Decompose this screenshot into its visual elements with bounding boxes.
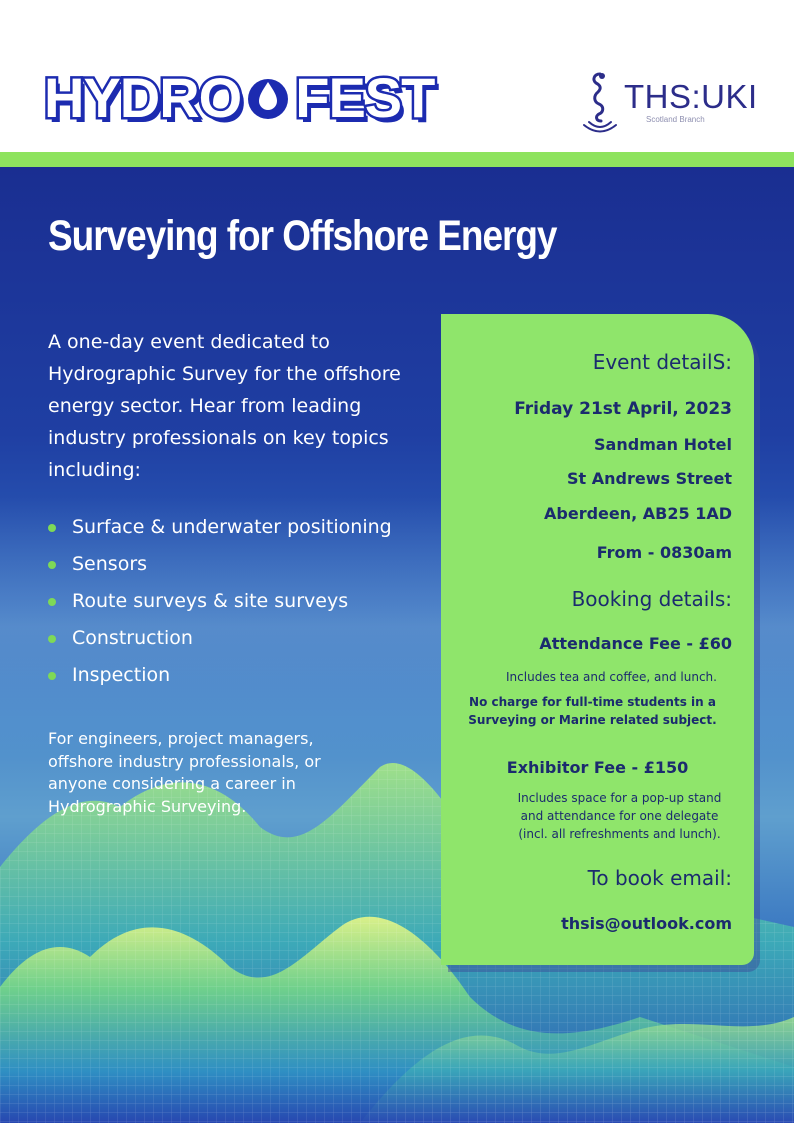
topic-label: Construction — [72, 627, 193, 649]
sonar-waves-icon — [589, 122, 611, 127]
hydrofest-logo-left: HYDRO — [44, 66, 242, 129]
hydrofest-logo-right: FEST — [295, 66, 435, 129]
exhibitor-note-line-2: and attendance for one delegate — [520, 809, 719, 823]
student-note-line-1: No charge for full-time students in a — [469, 695, 716, 709]
student-note-line-2: Surveying or Marine related subject. — [468, 713, 717, 727]
exhibitor-note-line-1: Includes space for a pop-up stand — [517, 791, 722, 805]
list-item — [48, 587, 392, 624]
topic-label: Inspection — [72, 664, 171, 686]
attendance-note: Includes tea and coffee, and lunch. — [506, 670, 717, 684]
hydrofest-logo — [44, 66, 435, 129]
event-time: From - 0830am — [596, 543, 732, 562]
header — [0, 0, 794, 152]
exhibitor-fee: Exhibitor Fee - £150 — [506, 758, 689, 777]
list-item — [48, 661, 392, 698]
topic-label: Route surveys & site surveys — [72, 590, 349, 612]
topic-label: Sensors — [72, 553, 148, 575]
event-details-card — [441, 314, 754, 965]
page-title: Surveying for Offshore Energy — [48, 212, 557, 260]
event-details-heading: Event detailS: — [592, 350, 732, 374]
ths-uki-logo — [580, 68, 760, 138]
event-venue: Sandman Hotel — [594, 435, 732, 454]
intro-paragraph: A one-day event dedicated to Hydrographic Survey for the offshore energy sector. Hear from leading industry professionals on key topics including: — [48, 331, 401, 481]
topics-list — [48, 513, 392, 698]
bullet-dot-icon — [48, 635, 56, 643]
list-item — [48, 624, 392, 661]
ths-uki-branch: Scotland Branch — [646, 115, 705, 124]
bullet-dot-icon — [48, 524, 56, 532]
booking-email-heading: To book email: — [587, 866, 732, 890]
event-street: St Andrews Street — [567, 469, 732, 488]
event-date: Friday 21st April, 2023 — [514, 399, 732, 419]
topic-label: Surface & underwater positioning — [72, 516, 392, 538]
attendance-fee: Attendance Fee - £60 — [539, 634, 732, 653]
water-drop-icon — [245, 73, 291, 123]
bullet-dot-icon — [48, 561, 56, 569]
event-city: Aberdeen, AB25 1AD — [544, 504, 732, 523]
booking-details-heading: Booking details: — [571, 587, 732, 611]
seahorse-icon — [580, 68, 620, 138]
booking-email-link[interactable]: thsis@outlook.com — [561, 914, 732, 933]
list-item — [48, 550, 392, 587]
green-divider-band — [0, 152, 794, 167]
audience-paragraph: For engineers, project managers, offshore industry professionals, or anyone considering a career in Hydrographic Surveying. — [48, 729, 321, 816]
bullet-dot-icon — [48, 672, 56, 680]
bullet-dot-icon — [48, 598, 56, 606]
ths-uki-wordmark: THS:UKI — [624, 78, 758, 115]
list-item — [48, 513, 392, 550]
exhibitor-note-line-3: (incl. all refreshments and lunch). — [518, 827, 721, 841]
